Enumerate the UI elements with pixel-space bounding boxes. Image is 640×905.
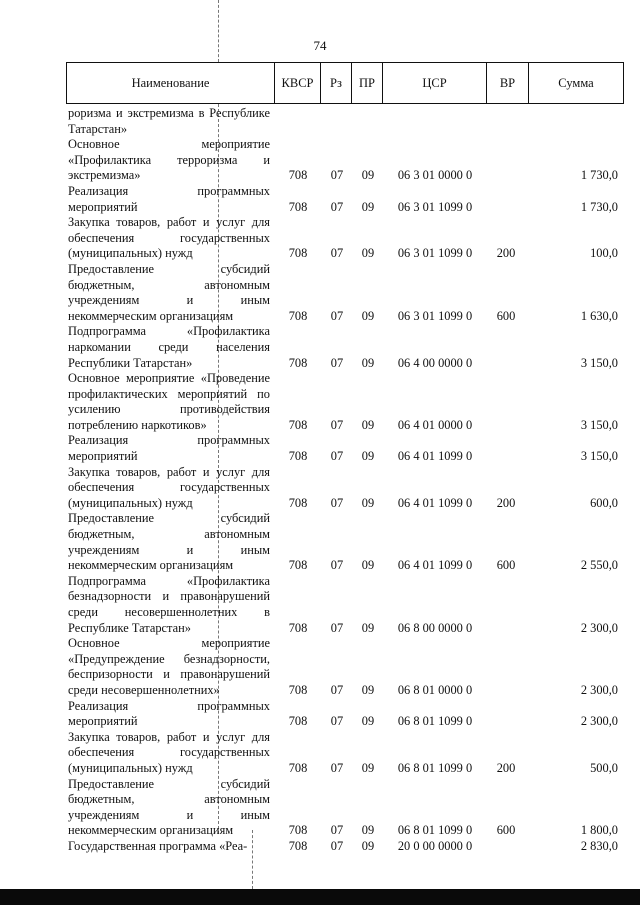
row-name: Закупка товаров, работ и услуг для обеспечения государственных (муниципальных) нужд	[68, 215, 270, 261]
row-sum: 600,0	[590, 495, 618, 510]
row-pr: 09	[361, 760, 375, 775]
row-name: Основное мероприятие «Профилактика терроризма и экстремизма»	[68, 137, 270, 183]
header-kvsr: КВСР	[275, 63, 321, 103]
table-row	[68, 215, 624, 262]
row-name: Предоставление субсидий бюджетным, автономным учреждениям и иным некоммерческим организациям	[68, 261, 270, 323]
row-csr: 06 4 01 1099 0	[397, 558, 473, 573]
header-csr: ЦСР	[383, 63, 487, 103]
row-kvsr: 708	[288, 168, 308, 183]
row-csr: 06 3 01 1099 0	[397, 246, 473, 261]
row-kvsr: 708	[288, 246, 308, 261]
row-kvsr: 708	[288, 620, 308, 635]
row-rz: 07	[330, 308, 344, 323]
row-csr: 06 8 01 1099 0	[397, 760, 473, 775]
row-name: Закупка товаров, работ и услуг для обеспечения государственных (муниципальных) нужд	[68, 464, 270, 510]
row-sum: 1 730,0	[580, 199, 618, 214]
row-sum: 500,0	[590, 760, 618, 775]
row-csr: 06 4 01 1099 0	[397, 495, 473, 510]
row-name: Подпрограмма «Профилактика наркомании среди населения Республики Татарстан»	[68, 324, 270, 370]
row-sum: 2 300,0	[580, 682, 618, 697]
row-sum: 1 800,0	[580, 823, 618, 838]
table-row	[68, 574, 624, 636]
row-name: роризма и экстремизма в Республике Татарстан»	[68, 106, 270, 136]
row-kvsr: 708	[288, 558, 308, 573]
row-pr: 09	[361, 355, 375, 370]
row-rz: 07	[330, 838, 344, 853]
row-kvsr: 708	[288, 308, 308, 323]
row-kvsr: 708	[288, 355, 308, 370]
table-row	[68, 699, 624, 730]
row-pr: 09	[361, 246, 375, 261]
row-pr: 09	[361, 682, 375, 697]
row-sum: 3 150,0	[580, 449, 618, 464]
row-name: Предоставление субсидий бюджетным, автономным учреждениям и иным некоммерческим организациям	[68, 511, 270, 573]
table-row	[68, 465, 624, 512]
row-pr: 09	[361, 199, 375, 214]
row-vr: 200	[496, 495, 516, 510]
table-row	[68, 433, 624, 464]
row-sum: 3 150,0	[580, 417, 618, 432]
table-row	[68, 636, 624, 698]
row-pr: 09	[361, 495, 375, 510]
row-rz: 07	[330, 620, 344, 635]
row-rz: 07	[330, 760, 344, 775]
row-name: Реализация программных мероприятий	[68, 433, 270, 464]
row-sum: 3 150,0	[580, 355, 618, 370]
row-pr: 09	[361, 417, 375, 432]
table-row	[68, 730, 624, 777]
row-pr: 09	[361, 558, 375, 573]
row-name: Реализация программных мероприятий	[68, 698, 270, 729]
row-pr: 09	[361, 714, 375, 729]
row-sum: 1 730,0	[580, 168, 618, 183]
row-kvsr: 708	[288, 682, 308, 697]
page-number: 74	[313, 38, 327, 53]
row-sum: 2 300,0	[580, 620, 618, 635]
row-name: Реализация программных мероприятий	[68, 183, 270, 214]
row-vr: 600	[496, 558, 516, 573]
table-header	[66, 62, 624, 104]
header-name: Наименование	[67, 63, 275, 103]
row-vr: 600	[496, 308, 516, 323]
row-rz: 07	[330, 682, 344, 697]
row-kvsr: 708	[288, 417, 308, 432]
header-sum: Сумма	[558, 75, 594, 90]
row-csr: 06 8 01 1099 0	[397, 823, 473, 838]
row-csr: 20 0 00 0000 0	[397, 838, 473, 853]
row-rz: 07	[330, 355, 344, 370]
table-row	[68, 324, 624, 371]
row-pr: 09	[361, 823, 375, 838]
row-kvsr: 708	[288, 714, 308, 729]
row-sum: 2 300,0	[580, 714, 618, 729]
table-row	[68, 371, 624, 433]
table-row	[68, 262, 624, 324]
row-csr: 06 8 00 0000 0	[397, 620, 473, 635]
row-kvsr: 708	[288, 495, 308, 510]
row-vr: 600	[496, 823, 516, 838]
table-row	[68, 137, 624, 184]
row-name: Государственная программа «Реа-	[68, 838, 248, 853]
row-rz: 07	[330, 199, 344, 214]
row-vr: 200	[496, 246, 516, 261]
table-row	[68, 511, 624, 573]
row-pr: 09	[361, 838, 375, 853]
row-pr: 09	[361, 168, 375, 183]
row-name: Подпрограмма «Профилактика безнадзорности и правонарушений среди несовершеннолетних в Республике Татарстан»	[68, 573, 270, 635]
table-row	[68, 184, 624, 215]
scan-bottom-edge	[0, 889, 640, 905]
row-pr: 09	[361, 308, 375, 323]
table-row	[68, 777, 624, 839]
row-csr: 06 3 01 0000 0	[397, 168, 473, 183]
row-name: Основное мероприятие «Проведение профилактических мероприятий по усилению противодействия потреблению наркотиков»	[68, 371, 270, 432]
row-sum: 2 550,0	[580, 558, 618, 573]
row-kvsr: 708	[288, 823, 308, 838]
row-csr: 06 4 01 1099 0	[397, 449, 473, 464]
row-name: Основное мероприятие «Предупреждение безнадзорности, беспризорности и правонарушений среди несовершеннолетних»	[68, 636, 270, 697]
table-row	[68, 106, 624, 137]
row-sum: 100,0	[590, 246, 618, 261]
row-sum: 2 830,0	[580, 838, 618, 853]
row-csr: 06 3 01 1099 0	[397, 308, 473, 323]
row-csr: 06 3 01 1099 0	[397, 199, 473, 214]
row-kvsr: 708	[288, 838, 308, 853]
table-body	[68, 106, 624, 855]
row-rz: 07	[330, 558, 344, 573]
table-row	[68, 839, 624, 855]
row-csr: 06 8 01 1099 0	[397, 714, 473, 729]
row-pr: 09	[361, 449, 375, 464]
row-name: Закупка товаров, работ и услуг для обеспечения государственных (муниципальных) нужд	[68, 729, 270, 775]
row-csr: 06 4 01 0000 0	[397, 417, 473, 432]
row-kvsr: 708	[288, 760, 308, 775]
row-kvsr: 708	[288, 199, 308, 214]
row-rz: 07	[330, 417, 344, 432]
row-sum: 1 630,0	[580, 308, 618, 323]
row-csr: 06 8 01 0000 0	[397, 682, 473, 697]
row-rz: 07	[330, 246, 344, 261]
row-name: Предоставление субсидий бюджетным, автономным учреждениям и иным некоммерческим организациям	[68, 776, 270, 838]
header-rz: Рз	[321, 63, 352, 103]
row-rz: 07	[330, 495, 344, 510]
row-rz: 07	[330, 714, 344, 729]
header-pr: ПР	[352, 63, 383, 103]
row-vr: 200	[496, 760, 516, 775]
header-vr: ВР	[487, 63, 529, 103]
row-pr: 09	[361, 620, 375, 635]
row-csr: 06 4 00 0000 0	[397, 355, 473, 370]
row-rz: 07	[330, 449, 344, 464]
row-rz: 07	[330, 168, 344, 183]
row-rz: 07	[330, 823, 344, 838]
row-kvsr: 708	[288, 449, 308, 464]
